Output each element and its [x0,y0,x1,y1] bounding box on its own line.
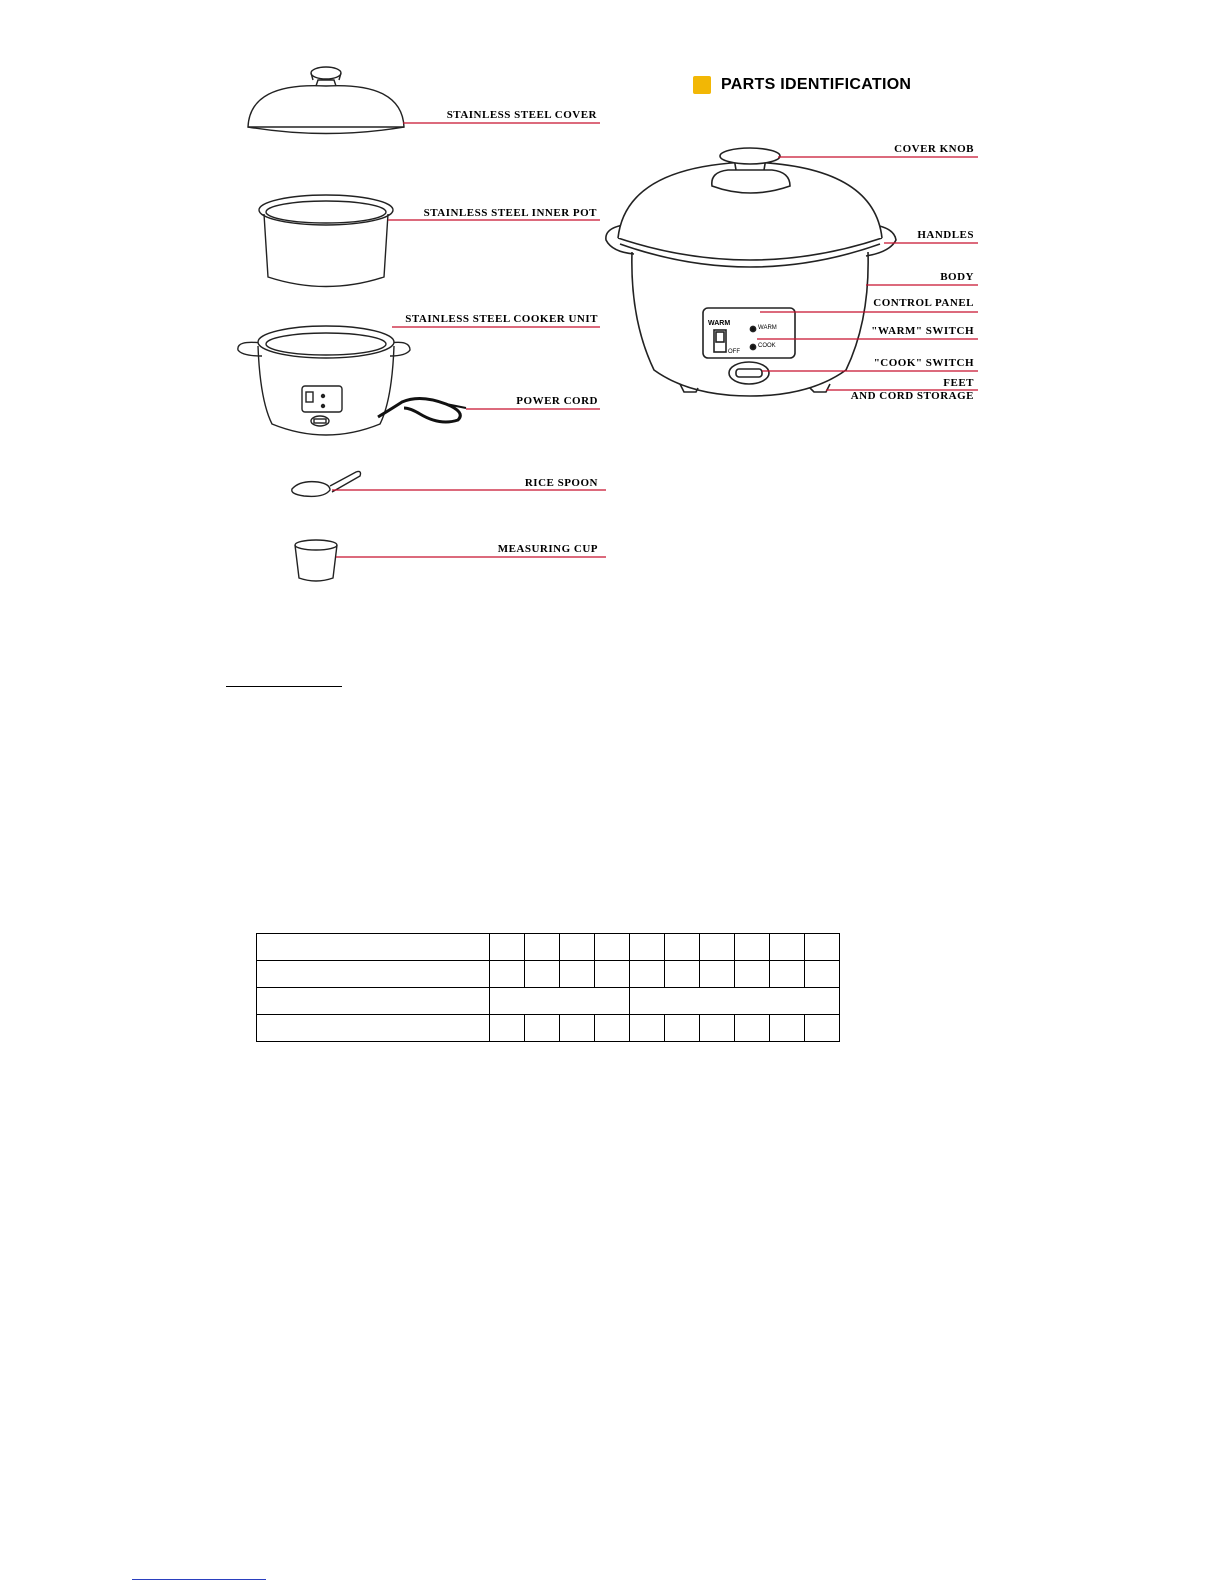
label-cover-knob: COVER KNOB [894,143,974,155]
label-feet: FEET [943,377,974,389]
label-stainless-steel-cover: STAINLESS STEEL COVER [446,109,597,121]
label-cord-storage: AND CORD STORAGE [850,390,974,402]
cover-drawing [248,67,404,134]
panel-warm-text: WARM [708,320,731,327]
cooker-unit-drawing [238,326,466,435]
section-heading-underline [226,686,342,687]
label-handles: HANDLES [917,229,974,241]
label-rice-spoon: RICE SPOON [524,477,598,489]
label-warm-switch: "WARM" SWITCH [871,325,974,337]
label-stainless-steel-inner-pot: STAINLESS STEEL INNER POT [423,207,597,219]
rice-spoon-drawing [292,472,361,497]
specification-table [256,933,840,1042]
measuring-cup-drawing [295,540,337,581]
table-row [257,1015,840,1042]
label-control-panel: CONTROL PANEL [873,297,974,309]
panel-warm-indicator-text: WARM [758,325,777,331]
heading-bullet-square [693,76,711,94]
label-stainless-steel-cooker-unit: STAINLESS STEEL COOKER UNIT [405,313,598,325]
label-cook-switch: "COOK" SWITCH [873,357,974,369]
label-body: BODY [940,271,974,283]
table-row [257,988,840,1015]
panel-off-text: OFF [728,349,740,355]
assembled-cooker-drawing [606,148,896,396]
table-row [257,934,840,961]
panel-cook-indicator-text: COOK [758,343,776,349]
footer-link-underline[interactable] [132,1579,266,1580]
label-measuring-cup: MEASURING CUP [497,543,598,555]
parts-identification-heading [693,76,911,94]
label-power-cord: POWER CORD [516,395,598,407]
heading-title: PARTS IDENTIFICATION [721,76,912,93]
table-row [257,961,840,988]
inner-pot-drawing [259,195,393,287]
